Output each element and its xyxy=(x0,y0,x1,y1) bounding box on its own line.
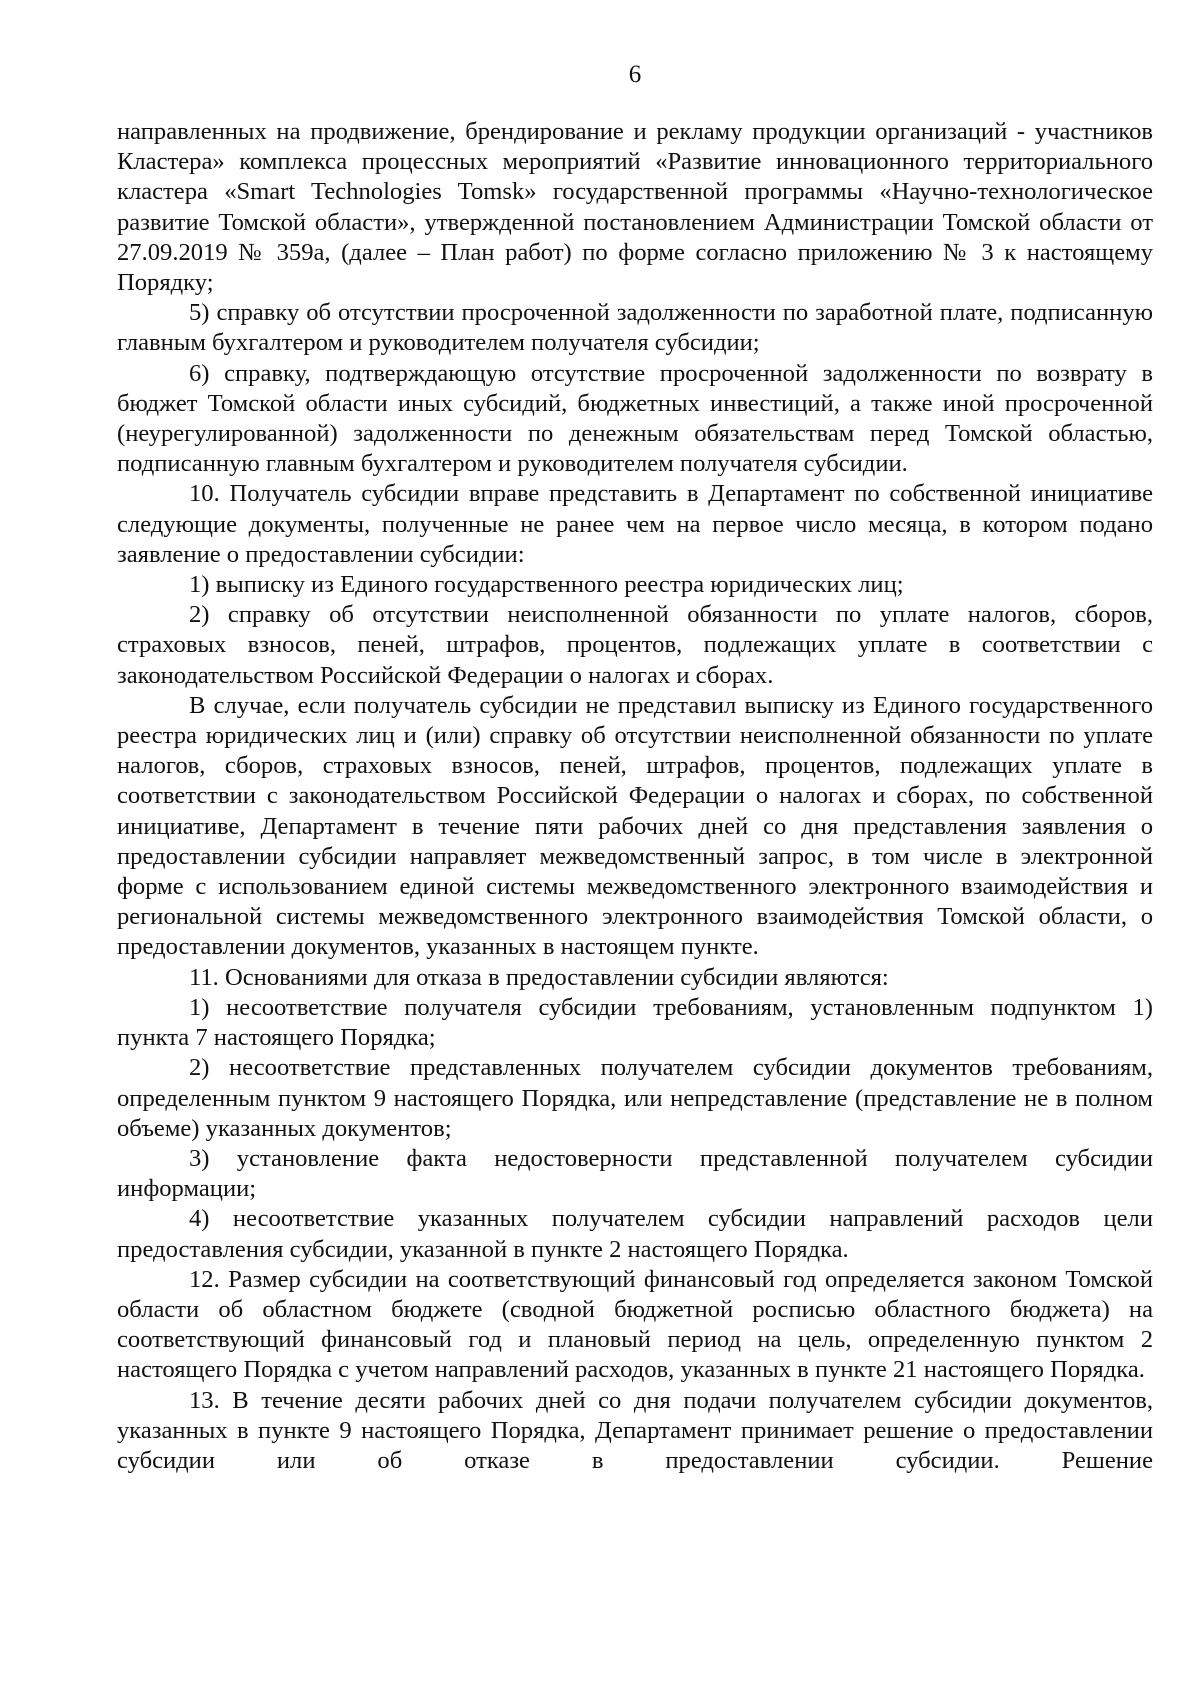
paragraph-clause-10: 10. Получатель субсидии вправе представить в Департамент по собственной инициативе следующие документы, полученные не ранее чем на первое число месяца, в котором подано заявление о предоставлении субсидии: xyxy=(117,480,1153,568)
paragraph-clause-11: 11. Основаниями для отказа в предоставлении субсидии являются: xyxy=(189,963,889,991)
paragraph-clause-11-item-1: 1) несоответствие получателя субсидии требованиям, установленным подпунктом 1) пункта 7 настоящего Порядка; xyxy=(117,993,1153,1052)
paragraph-clause-10-item-1: 1) выписку из Единого государственного реестра юридических лиц; xyxy=(189,571,904,599)
paragraph-item-5: 5) справку об отсутствии просроченной задолженности по заработной плате, подписанную главным бухгалтером и руководителем получателя субсидии; xyxy=(117,299,1153,357)
paragraph-clause-10-note: В случае, если получатель субсидии не представил выписку из Единого государственного реестра юридических лиц и (или) справку об отсутствии неисполненной обязанности по уплате налогов, сборов, страховых взносов, пеней, штрафов, процентов, подлежащих уплате в соответствии с законодательством Российской Федерации о налогах и сборах, по собственной инициативе, Департамент в течение пяти рабочих дней со дня представления заявления о предоставлении субсидии направляет межведомственный запрос, в том числе в электронной форме с использованием единой системы межведомственного электронного взаимодействия и региональной системы межведомственного электронного взаимодействия Томской области, о предоставлении документов, указанных в настоящем пункте. xyxy=(117,691,1153,961)
paragraph-clause-11-item-2: 2) несоответствие представленных получателем субсидии документов требованиям, определенным пунктом 9 настоящего Порядка, или непредставление (представление не в полном объеме) указанных документов; xyxy=(117,1054,1153,1142)
paragraph-clause-13: 13. В течение десяти рабочих дней со дня подачи получателем субсидии документов, указанных в пункте 9 настоящего Порядка, Департамент принимает решение о предоставлении субсидии или об отказе в предоставлении субсидии. Решение xyxy=(117,1386,1153,1474)
page-number: 6 xyxy=(628,61,642,88)
paragraph-clause-10-item-2: 2) справку об отсутствии неисполненной обязанности по уплате налогов, сборов, страховых взносов, пеней, штрафов, процентов, подлежащих уплате в соответствии с законодательством Российской Федерации о налогах и сборах. xyxy=(117,601,1153,689)
paragraph-clause-11-item-3: 3) установление факта недостоверности представленной получателем субсидии информации; xyxy=(117,1144,1153,1203)
paragraph-clause-11-item-4: 4) несоответствие указанных получателем субсидии направлений расходов цели предоставления субсидии, указанной в пункте 2 настоящего Порядка. xyxy=(117,1205,1153,1263)
paragraph-item-6: 6) справку, подтверждающую отсутствие просроченной задолженности по возврату в бюджет Томской области иных субсидий, бюджетных инвестиций, а также иной просроченной (неурегулированной) задолженности по денежным обязательствам перед Томской областью, подписанную главным бухгалтером и руководителем получателя субсидии. xyxy=(117,359,1153,478)
document-body xyxy=(117,117,1153,1476)
paragraph-clause-12: 12. Размер субсидии на соответствующий финансовый год определяется законом Томской области об областном бюджете (сводной бюджетной росписью областного бюджета) на соответствующий финансовый год и плановый период на цель, определенную пунктом 2 настоящего Порядка с учетом направлений расходов, указанных в пункте 21 настоящего Порядка. xyxy=(117,1265,1153,1384)
paragraph-continuation: направленных на продвижение, брендирование и рекламу продукции организаций - участников Кластера» комплекса процессных мероприятий «Развитие инновационного территориального кластера «Smart Technologies Tomsk» государственной программы «Научно-технологическое развитие Томской области», утвержденной постановлением Администрации Томской области от 27.09.2019 № 359а, (далее – План работ) по форме согласно приложению № 3 к настоящему Порядку; xyxy=(117,118,1153,297)
